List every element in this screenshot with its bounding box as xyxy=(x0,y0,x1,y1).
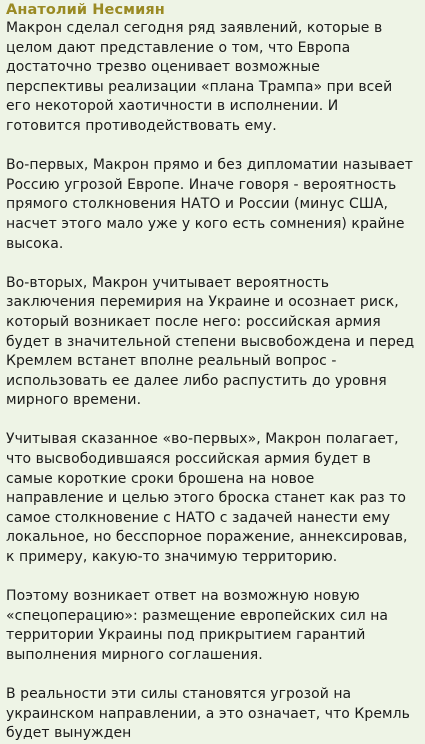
message-paragraph-5: Поэтому возникает ответ на возможную новую «спецоперацию»: размещение европейских сил на территории Украины под прикрытием гарантий выполнения мирного соглашения. xyxy=(6,588,389,663)
message-paragraph-3: Во-вторых, Макрон учитывает вероятность заключения перемирия на Украине и осознает риск, который возникает после него: российская армия будет в значительной степени высвобождена и перед Кремлем встанет вполне реальный вопрос - использовать ее далее либо распустить до уровня мирного времени. xyxy=(6,274,415,409)
message-paragraph-1: Макрон сделал сегодня ряд заявлений, которые в целом дают представление о том, что Европа достаточно трезво оценивает возможные перспективы реализации «плана Трампа» при всей его некоторой хаотичности в исполнении. И готовится противодействовать ему. xyxy=(6,20,393,134)
message-paragraph-4: Учитывая сказанное «во-первых», Макрон полагает, что высвободившаяся российская армия будет в самые короткие сроки брошена на новое направление и целью этого броска станет как раз то самое столкновение с НАТО с задачей нанести ему локальное, но бесспорное поражение, аннексировав, к примеру, какую-то значимую территорию. xyxy=(6,431,408,566)
message-paragraph-6: В реальности эти силы становятся угрозой на украинском направлении, а это означает, что Кремль будет вынужден xyxy=(6,686,410,742)
message-author[interactable]: Анатолий Несмиян xyxy=(6,2,165,18)
message-paragraph-2: Во-первых, Макрон прямо и без дипломатии называет Россию угрозой Европе. Иначе говоря - вероятность прямого столкновения НАТО и России (минус США, насчет этого мало уже у кого есть сомнения) крайне высока. xyxy=(6,157,413,252)
